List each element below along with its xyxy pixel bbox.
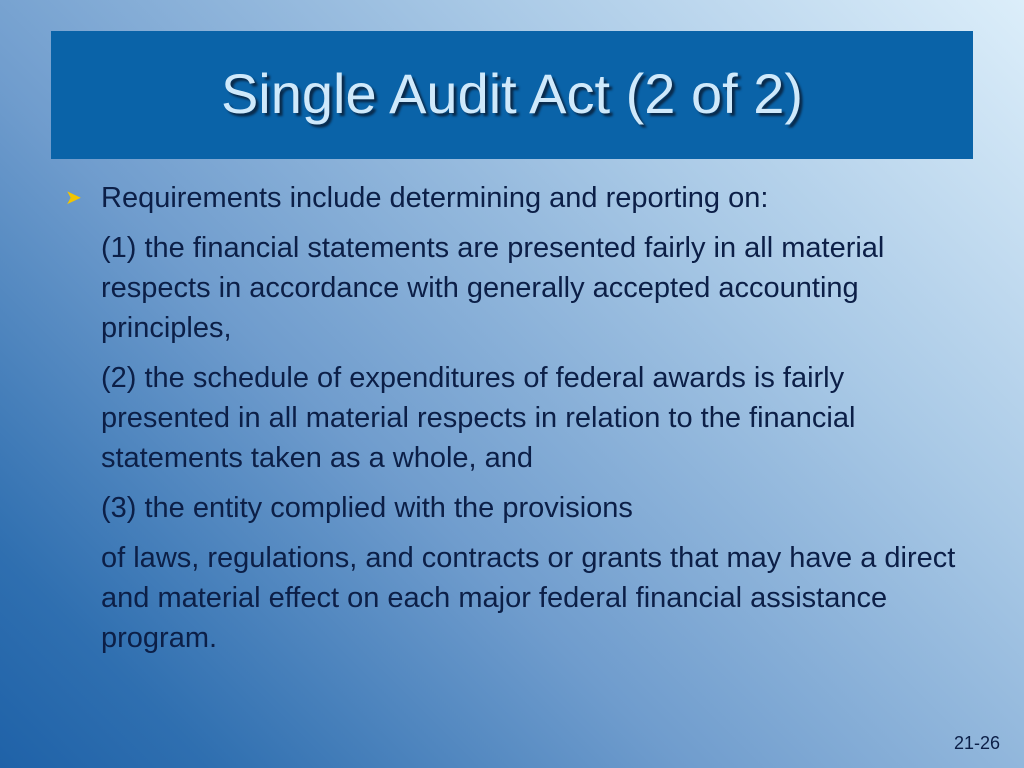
paragraph-1: (1) the financial statements are presented fairly in all material respects in accordance with generally accepted accounting principles, bbox=[101, 232, 885, 344]
paragraph-3: (3) the entity complied with the provisions bbox=[101, 492, 633, 524]
slide-title: Single Audit Act (2 of 2) bbox=[220, 61, 804, 125]
slide-content bbox=[63, 178, 963, 658]
chevron-arrow-bullet-icon: ➤ bbox=[65, 187, 82, 209]
paragraph-2: (2) the schedule of expenditures of federal awards is fairly presented in all material respects in relation to the financial statements taken as a whole, and bbox=[101, 362, 856, 474]
slide-number: 21-26 bbox=[953, 733, 1000, 753]
title-bar bbox=[51, 31, 973, 159]
paragraph-4: of laws, regulations, and contracts or grants that may have a direct and material effect on each major federal financial assistance program. bbox=[101, 542, 956, 654]
bullet-item bbox=[63, 178, 963, 218]
bullet-text: Requirements include determining and reporting on: bbox=[101, 182, 769, 214]
